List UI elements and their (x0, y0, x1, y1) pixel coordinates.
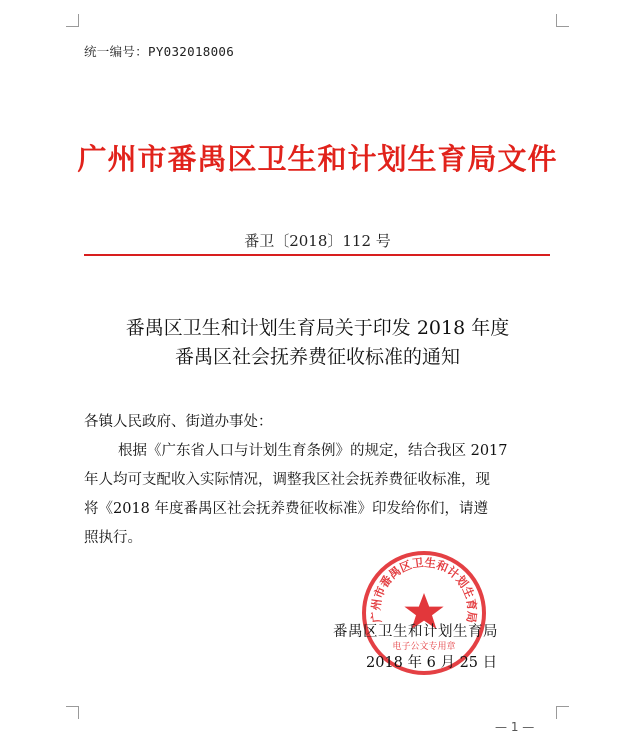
crop-mark-top-right (556, 14, 569, 27)
crop-mark-bottom-left (66, 706, 79, 719)
title-line-2: 番禺区社会抚养费征收标准的通知 (174, 346, 460, 368)
body-line-2: 年人均可支配收入实际情况，调整我区社会抚养费征收标准，现 (84, 472, 490, 488)
salutation: 各镇人民政府、街道办事处： (84, 414, 273, 430)
crop-mark-bottom-right (556, 706, 569, 719)
issuing-header: 广州市番禺区卫生和计划生育局文件 (77, 142, 558, 176)
body-line-1: 根据《广东省人口与计划生育条例》的规定，结合我区 2017 (118, 443, 508, 459)
page-number: — 1 — (495, 720, 535, 734)
red-divider (84, 254, 550, 256)
crop-mark-top-left (66, 14, 79, 27)
serial-number: 统一编号：PY032018006 (84, 44, 235, 59)
signing-authority: 番禺区卫生和计划生育局 (333, 624, 498, 640)
seal-arc-text: 广州市番禺区卫生和计划生育局 (368, 555, 480, 624)
title-line-1: 番禺区卫生和计划生育局关于印发 2018 年度 (125, 317, 510, 339)
body-line-4: 照执行。 (84, 530, 142, 546)
seal-bottom-text: 电子公文专用章 (392, 642, 456, 652)
signing-date: 2018 年 6 月 25 日 (366, 655, 498, 671)
body-line-3: 将《2018 年度番禺区社会抚养费征收标准》印发给你们，请遵 (84, 501, 489, 517)
document-number: 番卫〔2018〕112 号 (244, 232, 391, 250)
document-title (0, 314, 635, 372)
